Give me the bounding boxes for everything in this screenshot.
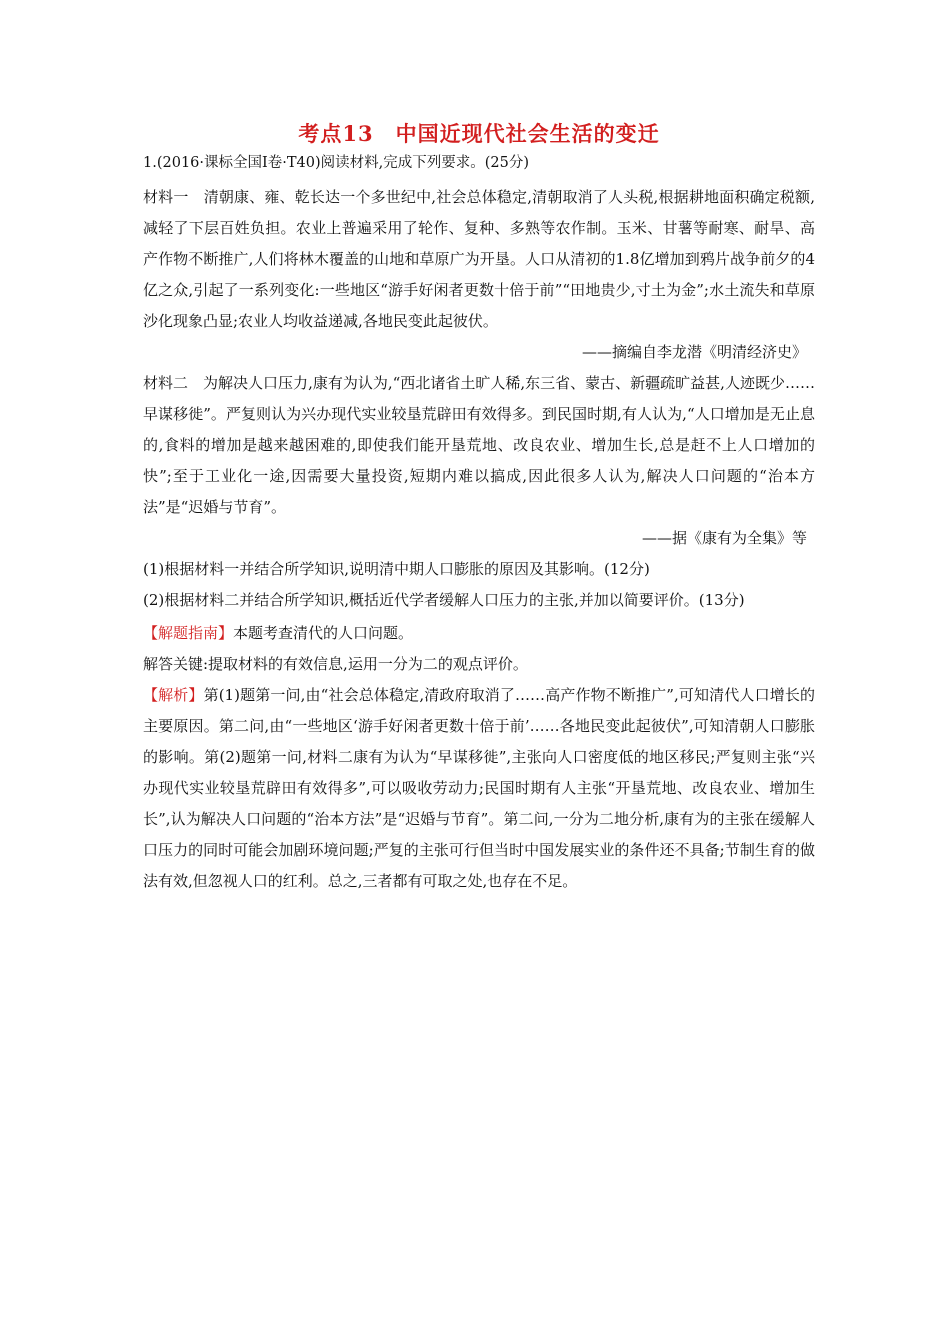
- material-2-text: 为解决人口压力,康有为认为,“西北诸省土旷人稀,东三省、蒙古、新疆疏旷益甚,人迹既少……早谋移徙”。严复则认为兴办现代实业较垦荒辟田有效得多。到民国时期,有人认为,“人口增加是无止息的,食料的增加是越来越困难的,即使我们能开垦荒地、改良农业、增加生长,总是赶不上人口增加的快”;至于工业化一途,因需要大量投资,短期内难以搞成,因此很多人认为,解决人口问题的“治本方法”是“迟婚与节育”。: [143, 374, 815, 516]
- guide-key: 解答关键:提取材料的有效信息,运用一分为二的观点评价。: [143, 655, 528, 673]
- sub-question-1: (1)根据材料一并结合所学知识,说明清中期人口膨胀的原因及其影响。(12分): [143, 560, 650, 578]
- material-1: [143, 182, 815, 337]
- material-1-source: ——摘编自李龙潜《明清经济史》: [581, 343, 807, 361]
- analysis-text: 第(1)题第一问,由“社会总体稳定,清政府取消了……高产作物不断推广”,可知清代人口增长的主要原因。第二问,由“一些地区‘游手好闲者更数十倍于前’……各地民变此起彼伏”,可知清朝人口膨胀的影响。第(2)题第一问,材料二康有为认为“早谋移徙”,主张向人口密度低的地区移民;严复则主张“兴办现代实业较垦荒辟田有效得多”,可以吸收劳动力;民国时期有人主张“开垦荒地、改良农业、增加生长”,认为解决人口问题的“治本方法”是“迟婚与节育”。第二问,一分为二地分析,康有为的主张在缓解人口压力的同时可能会加剧环境问题;严复的主张可行但当时中国发展实业的条件还不具备;节制生育的做法有效,但忽视人口的红利。总之,三者都有可取之处,也存在不足。: [143, 686, 815, 890]
- page-title: 考点13 中国近现代社会生活的变迁: [298, 121, 660, 146]
- analysis: [143, 680, 815, 897]
- material-1-text: 清朝康、雍、乾长达一个多世纪中,社会总体稳定,清朝取消了人头税,根据耕地面积确定税额,减轻了下层百姓负担。农业上普遍采用了轮作、复种、多熟等农作制。玉米、甘薯等耐寒、耐旱、高产作物不断推广,人们将林木覆盖的山地和草原广为开垦。人口从清初的1.8亿增加到鸦片战争前夕的4亿之众,引起了一系列变化:一些地区“游手好闲者更数十倍于前”“田地贵少,寸土为金”;水土流失和草原沙化现象凸显;农业人均收益递减,各地民变此起彼伏。: [143, 188, 815, 330]
- guide-text: 本题考查清代的人口问题。: [233, 624, 414, 642]
- sub-question-2: (2)根据材料二并结合所学知识,概括近代学者缓解人口压力的主张,并加以简要评价。(13分): [143, 591, 745, 609]
- material-2: [143, 368, 815, 523]
- analysis-tag: 【解析】: [143, 686, 204, 704]
- material-1-label: 材料一: [143, 188, 189, 206]
- document-page: [143, 118, 815, 897]
- guide-line: [143, 618, 815, 649]
- guide-tag: 【解题指南】: [143, 624, 234, 642]
- material-2-source: ——据《康有为全集》等: [641, 529, 807, 547]
- material-2-label: 材料二: [143, 374, 189, 392]
- question-header: 1.(2016·课标全国Ⅰ卷·T40)阅读材料,完成下列要求。(25分): [143, 155, 529, 171]
